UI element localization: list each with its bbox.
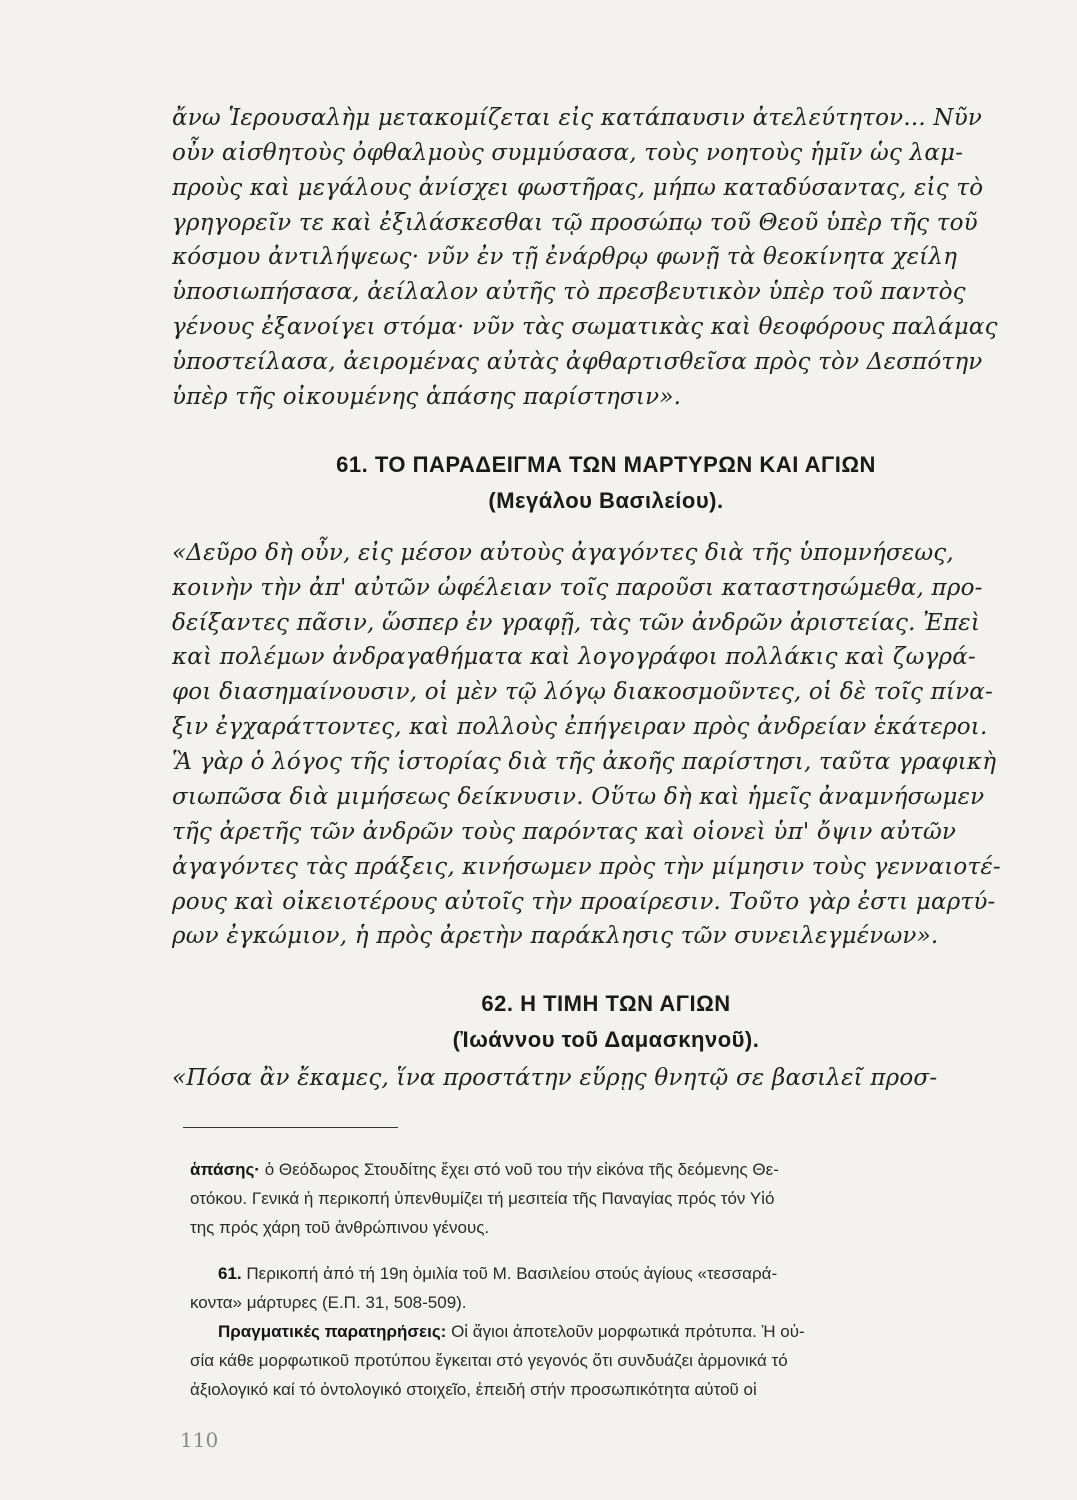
footnote-line: οτόκου. Γενικά ἡ περικοπή ὑπενθυμίζει τή μεσιτεία τῆς Παναγίας πρός τόν Υἱό xyxy=(190,1189,775,1208)
text-line: «Πόσα ἂν ἔκαμες, ἵνα προστάτην εὕρῃς θνητῷ σε βασιλεῖ προσ- xyxy=(172,1065,938,1091)
footnote-text: ὁ Θεόδωρος Στουδίτης ἔχει στό νοῦ του τήν εἰκόνα τῆς δεόμενης Θε- xyxy=(259,1160,779,1179)
text-line: καὶ πολέμων ἀνδραγαθήματα καὶ λογογράφοι πολλάκις καὶ ζωγρά- xyxy=(172,644,976,670)
footnote-text: Περικοπή ἀπό τή 19η ὁμιλία τοῦ Μ. Βασιλείου στούς ἁγίους «τεσσαρά- xyxy=(241,1264,778,1283)
footnote-line xyxy=(218,1318,1040,1346)
footnote-term: Πραγματικές παρατηρήσεις: xyxy=(218,1322,447,1341)
text-line: ὑποστείλασα, ἀειρομένας αὐτὰς ἀφθαρτισθεῖσα πρὸς τὸν Δεσπότην xyxy=(172,349,983,375)
page-number: 110 xyxy=(180,1428,219,1452)
footnote-line: ἀξιολογικό καί τό ὀντολογικό στοιχεῖο, ἐπειδή στήν προσωπικότητα αὐτοῦ οἱ xyxy=(190,1380,757,1399)
text-line: γένους ἐξανοίγει στόμα· νῦν τὰς σωματικὰς καὶ θεοφόρους παλάμας xyxy=(172,314,998,340)
text-line: ὑποσιωπήσασα, ἀείλαλον αὐτῆς τὸ πρεσβευτικὸν ὑπὲρ τοῦ παντὸς xyxy=(172,279,966,305)
text-line: οὖν αἰσθητοὺς ὀφθαλμοὺς συμμύσασα, τοὺς νοητοὺς ἡμῖν ὡς λαμ- xyxy=(172,140,964,166)
text-line: ἄνω Ἱερουσαλὴμ μετακομίζεται εἰς κατάπαυσιν ἀτελεύτητον... Νῦν xyxy=(172,105,983,131)
text-line: δείξαντες πᾶσιν, ὥσπερ ἐν γραφῇ, τὰς τῶν ἀνδρῶν ἀριστείας. Ἐπεὶ xyxy=(172,610,981,636)
section-62-subtitle: (Ἰωάννου τοῦ Δαμασκηνοῦ). xyxy=(452,1027,760,1052)
text-line: γρηγορεῖν τε καὶ ἐξιλάσκεσθαι τῷ προσώπῳ τοῦ Θεοῦ ὑπὲρ τῆς τοῦ xyxy=(172,210,978,236)
text-line: «Δεῦρο δὴ οὖν, εἰς μέσον αὐτοὺς ἀγαγόντες διὰ τῆς ὑπομνήσεως, xyxy=(172,540,954,566)
footnote-divider xyxy=(183,1127,398,1128)
footnote-line xyxy=(218,1260,1040,1288)
section-61-title: 61. ΤΟ ΠΑΡΑΔΕΙΓΜΑ ΤΩΝ ΜΑΡΤΥΡΩΝ ΚΑΙ ΑΓΙΩΝ xyxy=(336,452,876,477)
text-line: προὺς καὶ μεγάλους ἀνίσχει φωστῆρας, μήπω καταδύσαντας, εἰς τὸ xyxy=(172,175,984,201)
text-line: σιωπῶσα διὰ μιμήσεως δείκνυσιν. Οὕτω δὴ καὶ ἡμεῖς ἀναμνήσωμεν xyxy=(172,784,985,810)
text-line: φοι διασημαίνουσιν, οἱ μὲν τῷ λόγῳ διακοσμοῦντες, οἱ δὲ τοῖς πίνα- xyxy=(172,679,994,705)
text-line: κόσμου ἀντιλήψεως· νῦν ἐν τῇ ἐνάρθρῳ φωνῇ τὰ θεοκίνητα χείλη xyxy=(172,244,958,270)
footnote-term: ἁπάσης· xyxy=(190,1160,260,1179)
footnote-line: σία κάθε μορφωτικοῦ προτύπου ἔγκειται στό γεγονός ὅτι συνδυάζει ἁρμονικά τό xyxy=(190,1351,788,1370)
footnote-line xyxy=(190,1156,1040,1184)
text-line: ὑπὲρ τῆς οἰκουμένης ἁπάσης παρίστησιν». xyxy=(172,384,682,410)
text-line: ἀγαγόντες τὰς πράξεις, κινήσωμεν πρὸς τὴν μίμησιν τοὺς γενναιοτέ- xyxy=(172,854,1001,880)
section-61-subtitle: (Μεγάλου Βασιλείου). xyxy=(488,488,724,513)
section-62-title: 62. Η ΤΙΜΗ ΤΩΝ ΑΓΙΩΝ xyxy=(481,991,731,1016)
footnote-text: Οἱ ἅγιοι ἀποτελοῦν μορφωτικά πρότυπα. Ἡ οὐ- xyxy=(446,1322,805,1341)
text-line: κοινὴν τὴν ἀπ' αὐτῶν ὠφέλειαν τοῖς παροῦσι καταστησώμεθα, προ- xyxy=(172,575,983,601)
text-line: ρους καὶ οἰκειοτέρους αὐτοῖς τὴν προαίρεσιν. Τοῦτο γὰρ ἐστι μαρτύ- xyxy=(172,889,996,915)
footnote-line: της πρός χάρη τοῦ ἀνθρώπινου γένους. xyxy=(190,1218,490,1237)
footnote-number: 61. xyxy=(218,1264,242,1283)
text-line: τῆς ἀρετῆς τῶν ἀνδρῶν τοὺς παρόντας καὶ οἱονεὶ ὑπ' ὄψιν αὐτῶν xyxy=(172,819,957,845)
text-line: Ἃ γὰρ ὁ λόγος τῆς ἱστορίας διὰ τῆς ἀκοῆς παρίστησι, ταῦτα γραφικὴ xyxy=(172,749,997,775)
text-line: ξιν ἐγχαράττοντες, καὶ πολλοὺς ἐπήγειραν πρὸς ἀνδρείαν ἑκάτεροι. xyxy=(172,714,988,740)
footnote-line: κοντα» μάρτυρες (Ε.Π. 31, 508-509). xyxy=(190,1293,467,1312)
text-line: ρων ἐγκώμιον, ἡ πρὸς ἀρετὴν παράκλησις τῶν συνειλεγμένων». xyxy=(172,923,939,949)
